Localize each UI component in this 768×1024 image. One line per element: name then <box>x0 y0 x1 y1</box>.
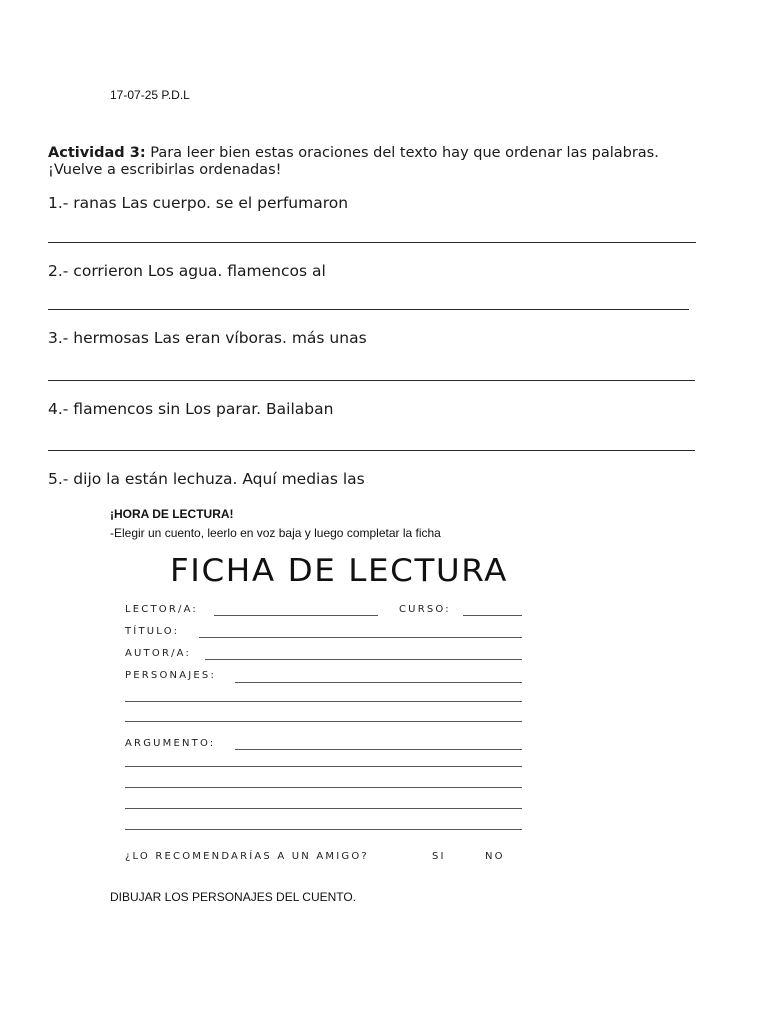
reading-card-title: FICHA DE LECTURA <box>170 553 509 589</box>
personajes-field-3[interactable] <box>125 721 522 722</box>
sentence-item-1: 1.- ranas Las cuerpo. se el perfumaron <box>48 194 349 212</box>
argumento-field-1[interactable] <box>235 749 522 750</box>
lector-field[interactable] <box>214 615 378 616</box>
argumento-field-4[interactable] <box>125 808 522 809</box>
curso-field[interactable] <box>463 615 522 616</box>
personajes-field-1[interactable] <box>235 682 522 683</box>
autor-label: AUTOR/A: <box>125 648 192 659</box>
answer-line-4[interactable] <box>48 450 695 451</box>
sentence-item-3: 3.- hermosas Las eran víboras. más unas <box>48 329 367 347</box>
personajes-label: PERSONAJES: <box>125 670 217 681</box>
lector-label: LECTOR/A: <box>125 604 199 615</box>
personajes-field-2[interactable] <box>125 701 522 702</box>
curso-label: CURSO: <box>399 604 451 615</box>
activity-label: Actividad 3: <box>48 145 146 161</box>
answer-line-3[interactable] <box>48 380 695 381</box>
answer-line-1[interactable] <box>48 242 696 243</box>
titulo-field[interactable] <box>199 637 522 638</box>
reading-time-title: ¡HORA DE LECTURA! <box>110 507 234 521</box>
reading-instruction: -Elegir un cuento, leerlo en voz baja y luego completar la ficha <box>110 526 441 540</box>
argumento-label: ARGUMENTO: <box>125 738 216 749</box>
sentence-item-5: 5.- dijo la están lechuza. Aquí medias las <box>48 470 365 488</box>
autor-field[interactable] <box>205 659 522 660</box>
sentence-item-2: 2.- corrieron Los agua. flamencos al <box>48 262 326 280</box>
draw-characters-instruction: DIBUJAR LOS PERSONAJES DEL CUENTO. <box>110 890 357 904</box>
argumento-field-3[interactable] <box>125 787 522 788</box>
answer-line-2[interactable] <box>48 309 689 310</box>
date-header: 17-07-25 P.D.L <box>110 88 190 102</box>
activity-instructions <box>48 145 688 179</box>
argumento-field-2[interactable] <box>125 766 522 767</box>
titulo-label: TÍTULO: <box>125 626 180 637</box>
sentence-item-4: 4.- flamencos sin Los parar. Bailaban <box>48 400 334 418</box>
argumento-field-5[interactable] <box>125 829 522 830</box>
recommend-question: ¿LO RECOMENDARÍAS A UN AMIGO? <box>125 851 369 862</box>
activity-instruction-line-2: ¡Vuelve a escribirlas ordenadas! <box>48 162 282 178</box>
recommend-yes-option[interactable]: SI <box>432 851 446 862</box>
activity-instruction-line-1: Para leer bien estas oraciones del texto hay que ordenar las palabras. <box>145 145 659 161</box>
recommend-no-option[interactable]: NO <box>485 851 505 862</box>
